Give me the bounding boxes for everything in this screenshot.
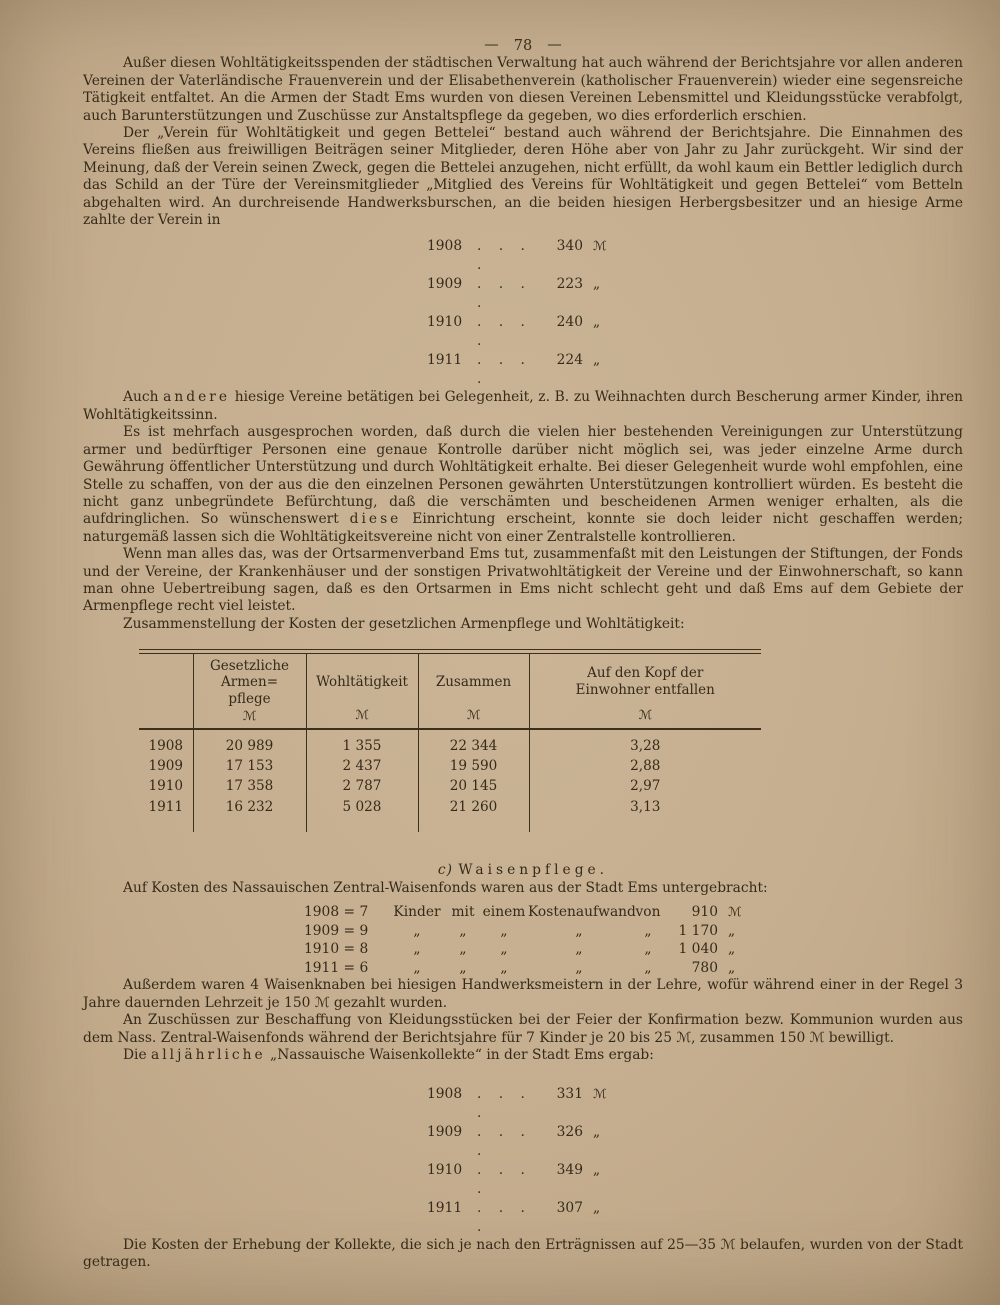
emphasized-word: andere <box>163 389 231 406</box>
cell-wohltaetigkeit: 5 028 <box>306 797 418 832</box>
cell-gesetzliche: 17 358 <box>193 777 306 797</box>
ditto-mark: „ <box>459 922 467 939</box>
ditto-mark: „ <box>593 314 601 331</box>
header-line: Zusammen <box>435 673 512 690</box>
cell-year: 1910 <box>148 778 184 795</box>
cell-year: 1909 <box>148 758 184 775</box>
ditto-mark: „ <box>459 959 467 976</box>
table-corner-cell <box>139 653 193 729</box>
currency-symbol: ℳ <box>593 238 607 254</box>
cell-pro-kopf: 2,97 <box>529 777 761 797</box>
ditto-mark: „ <box>575 922 583 939</box>
dot-leader: . . . . <box>477 314 525 350</box>
table-header-zusammen <box>418 653 529 729</box>
year-label: 1909 <box>427 276 463 293</box>
table-row <box>139 757 761 777</box>
amount-value: 224 <box>556 352 583 369</box>
table-header-gesetzliche-armenpflege <box>193 653 306 729</box>
ditto-mark: „ <box>644 959 652 976</box>
page-content <box>0 0 1000 633</box>
word-von: von <box>635 904 661 921</box>
ditto-mark: „ <box>413 922 421 939</box>
dot-leader: . . . . <box>477 1085 525 1121</box>
currency-symbol: ℳ <box>638 707 652 723</box>
ditto-mark: „ <box>593 1123 601 1140</box>
ditto-mark: „ <box>575 959 583 976</box>
emphasized-word: diese <box>349 511 402 528</box>
ditto-mark: „ <box>728 922 736 939</box>
cell-year: 1911 <box>148 798 184 815</box>
currency-symbol <box>143 724 189 726</box>
page-number-dash: — <box>547 37 562 53</box>
text-segment: Die <box>123 1047 152 1064</box>
table-header-row <box>139 653 761 729</box>
header-line: Auf den Kopf der <box>587 665 704 682</box>
cell-pro-kopf: 3,28 <box>529 729 761 757</box>
table-intro: Zusammenstellung der Kosten der gesetzlichen Armenpflege und Wohltätigkeit: <box>123 615 685 632</box>
page-content-lower <box>0 862 1000 1271</box>
currency-symbol: ℳ <box>593 1085 607 1101</box>
dot-leader: . . . . <box>477 352 525 388</box>
year-label: 1910 <box>427 314 463 331</box>
cell-zusammen: 21 260 <box>418 797 529 832</box>
table-header-pro-kopf <box>529 653 761 729</box>
amount-value: 910 <box>691 904 718 921</box>
year-label: 1911 <box>427 1199 463 1216</box>
amount-value: 326 <box>556 1123 583 1140</box>
word-mit: mit <box>451 904 475 921</box>
amount-value: 1 170 <box>678 922 718 939</box>
header-line: Einwohner entfallen <box>575 681 715 698</box>
word-kostenaufwand: Kostenaufwand <box>528 904 636 921</box>
cell-wohltaetigkeit: 2 437 <box>306 757 418 777</box>
cell-gesetzliche: 16 232 <box>193 797 306 832</box>
dot-leader: . . . . <box>477 238 525 274</box>
list-row <box>427 1123 619 1161</box>
ditto-mark: „ <box>728 959 736 976</box>
ditto-mark: „ <box>644 941 652 958</box>
word-kinder: Kinder <box>393 904 441 921</box>
ditto-mark: „ <box>593 1161 601 1178</box>
header-line: Gesetzliche Armen= <box>209 657 290 691</box>
year-count-label: 1911 = 6 <box>304 959 369 976</box>
cell-zusammen: 22 344 <box>418 729 529 757</box>
ditto-mark: „ <box>575 941 583 958</box>
ditto-mark: „ <box>459 941 467 958</box>
kollekte-intro <box>83 1047 963 1064</box>
currency-symbol: ℳ <box>466 707 481 723</box>
ditto-mark: „ <box>500 922 508 939</box>
ditto-mark: „ <box>593 352 601 369</box>
amount-value: 223 <box>556 276 583 293</box>
year-label: 1910 <box>427 1161 463 1178</box>
amount-value: 340 <box>556 238 583 255</box>
year-label: 1908 <box>427 238 463 255</box>
paragraph-summary: Wenn man alles das, was der Ortsarmenverband Ems tut, zusammenfaßt mit den Leistungen der Stiftungen, der Fonds und der Vereine, der Krankenhäuser und der sonstigen Privatwohltätigkeit der Vereine und der Einwohnerschaft, so kann man ohne Uebertreibung sagen, daß es den Ortsarmen in Ems nicht schlecht geht und daß Ems auf dem Gebiete der Armenpflege recht viel leistet. <box>83 546 963 615</box>
ditto-mark: „ <box>413 959 421 976</box>
paragraph-kontrolle <box>83 424 963 546</box>
currency-symbol: ℳ <box>242 708 257 724</box>
amount-value: 240 <box>556 314 583 331</box>
paragraph-other-vereine <box>83 389 963 424</box>
dot-leader: . . . . <box>477 1123 525 1159</box>
cell-wohltaetigkeit: 1 355 <box>306 729 418 757</box>
paragraph-verein-bettelei: Der „Verein für Wohltätigkeit und gegen Bettelei“ bestand auch während der Berichtsjahre. Die Einnahmen des Vereins fließen aus freiwilligen Beiträgen seiner Mitglieder, deren Höhe aber von Jahr zu Jahr zurückgeht. Wir sind der Meinung, daß der Verein seinen Zweck, gegen die Bettelei anzugehen, nicht erfüllt, da wohl kaum ein Bettler lediglich durch das Schild an der Türe der Vereinsmitglieder „Mitglied des Vereins für Wohltätigkeit und gegen Bettelei“ vom Betteln abgehalten wird. An durchreisende Handwerksburschen, an die beiden hiesigen Herbergsbesitzer und an hiesige Arme zahlte der Verein in <box>83 125 963 229</box>
text-segment: Einrichtung erscheint, konnte sie doch leider nicht geschaffen werden; naturgemäß lassen sich die Wohltätigkeitsvereine nicht von einer Zentralstelle kontrollieren. <box>83 511 963 545</box>
year-count-label: 1908 = 7 <box>304 904 369 921</box>
page-number <box>83 0 963 55</box>
list-row <box>427 1084 619 1123</box>
cell-pro-kopf: 3,13 <box>529 797 761 832</box>
dot-leader: . . . . <box>477 1161 525 1197</box>
paragraph-konfirmation: An Zuschüssen zur Beschaffung von Kleidungsstücken bei der Feier der Konfirmation bezw. Kommunion wurden aus dem Nass. Zentral-Waisenfonds während der Berichtsjahre für 7 Kinder je 20 bis 25 ℳ, zusammen 150 ℳ bewilligt. <box>83 1012 963 1046</box>
text-segment: Auch <box>123 389 164 406</box>
year-label: 1908 <box>427 1085 463 1102</box>
paragraph-kollekte-kosten: Die Kosten der Erhebung der Kollekte, die sich je nach den Erträgnissen auf 25—35 ℳ belaufen, wurden von der Stadt getragen. <box>83 1236 963 1270</box>
text-segment: Es ist mehrfach ausgesprochen worden, daß durch die vielen hier bestehenden Vereinigungen zur Unterstützung armer und bedürftiger Personen eine genaue Kontrolle darüber nicht möglich sei, was jeder einzelne Arme durch Gewährung öffentlicher Unterstützung und durch Wohltätigkeit erhalte. Bei dieser Gelegenheit wurde wohl empfohlen, eine Stelle zu schaffen, von der aus die den einzelnen Personen gewährten Unterstützungen kontrolliert würden. Es besteht die nicht ganz unbegründete Befürchtung, daß die verschämten und bescheidenen Armen weniger erhalten, als die aufdringlichen. So wünschenswert <box>83 424 963 528</box>
page-number-dash: — <box>484 37 499 53</box>
amount-value: 1 040 <box>678 941 718 958</box>
ditto-mark: „ <box>500 941 508 958</box>
kollekte-list <box>427 1084 619 1237</box>
waisen-costs-list <box>304 903 742 977</box>
table-row <box>139 729 761 757</box>
ditto-mark: „ <box>413 941 421 958</box>
page-number-value: 78 <box>513 38 533 54</box>
table-row <box>139 797 761 832</box>
header-line: Wohltätigkeit <box>316 673 408 690</box>
amount-value: 331 <box>556 1085 583 1102</box>
cell-gesetzliche: 20 989 <box>193 729 306 757</box>
dot-leader: . . . . <box>477 1199 525 1235</box>
cell-pro-kopf: 2,88 <box>529 757 761 777</box>
word-einem: einem <box>482 904 526 921</box>
text-segment: hiesige Vereine betätigen bei Gelegenheit, z. B. zu Weihnachten durch Bescherung armer Kinder, ihren Wohltätigkeitssinn. <box>83 389 963 423</box>
table-header-wohltaetigkeit <box>306 653 418 729</box>
cell-zusammen: 19 590 <box>418 757 529 777</box>
section-title: Waisenpflege. <box>458 862 609 879</box>
cell-gesetzliche: 17 153 <box>193 757 306 777</box>
paragraph-lehrlinge: Außerdem waren 4 Waisenknaben bei hiesigen Handwerksmeistern in der Lehre, wofür während einer in der Regel 3 Jahre dauernden Lehrzeit je 150 ℳ gezahlt wurden. <box>83 977 963 1011</box>
amount-value: 307 <box>556 1199 583 1216</box>
amount-value: 780 <box>691 959 718 976</box>
list-row <box>427 1161 619 1199</box>
ditto-mark: „ <box>500 959 508 976</box>
list-row <box>427 313 619 351</box>
cell-wohltaetigkeit: 2 787 <box>306 777 418 797</box>
header-line: pflege <box>228 690 271 707</box>
year-label: 1909 <box>427 1123 463 1140</box>
dot-leader: . . . . <box>477 276 525 312</box>
list-row <box>427 275 619 313</box>
section-heading-waisenpflege <box>83 862 963 879</box>
currency-symbol: ℳ <box>728 904 742 920</box>
cell-year: 1908 <box>148 737 184 754</box>
waisen-intro: Auf Kosten des Nassauischen Zentral-Waisenfonds waren aus der Stadt Ems untergebracht: <box>123 879 768 896</box>
currency-symbol: ℳ <box>355 707 369 723</box>
ditto-mark: „ <box>593 276 601 293</box>
year-count-label: 1909 = 9 <box>304 922 369 939</box>
emphasized-word: alljährliche <box>151 1047 266 1064</box>
year-count-label: 1910 = 8 <box>304 941 369 958</box>
amount-value: 349 <box>556 1161 583 1178</box>
ditto-mark: „ <box>644 922 652 939</box>
table-row <box>139 777 761 797</box>
text-segment: „Nassauische Waisenkollekte“ in der Stadt Ems ergab: <box>265 1047 654 1064</box>
list-row <box>427 1199 619 1237</box>
cell-zusammen: 20 145 <box>418 777 529 797</box>
paragraph-welfare-donations: Außer diesen Wohltätigkeitsspenden der städtischen Verwaltung hat auch während der Berichtsjahre vor allen anderen Vereinen der Vaterländische Frauenverein und der Elisabethenverein (katholischer Frauenverein) wieder eine segensreiche Tätigkeit entfaltet. An die Armen der Stadt Ems wurden von diesen Vereinen Lebensmittel und Kleidungsstücke verabfolgt, auch Barunterstützungen und Zuschüsse zur Anstaltspflege da gegeben, wo dies erforderlich erschien. <box>83 55 963 124</box>
list-row <box>427 236 619 275</box>
list-row <box>427 351 619 389</box>
ditto-mark: „ <box>593 1199 601 1216</box>
verein-payments-list <box>427 236 619 389</box>
section-letter: c) <box>437 862 459 879</box>
year-label: 1911 <box>427 352 463 369</box>
cost-table <box>139 649 761 832</box>
ditto-mark: „ <box>728 941 736 958</box>
